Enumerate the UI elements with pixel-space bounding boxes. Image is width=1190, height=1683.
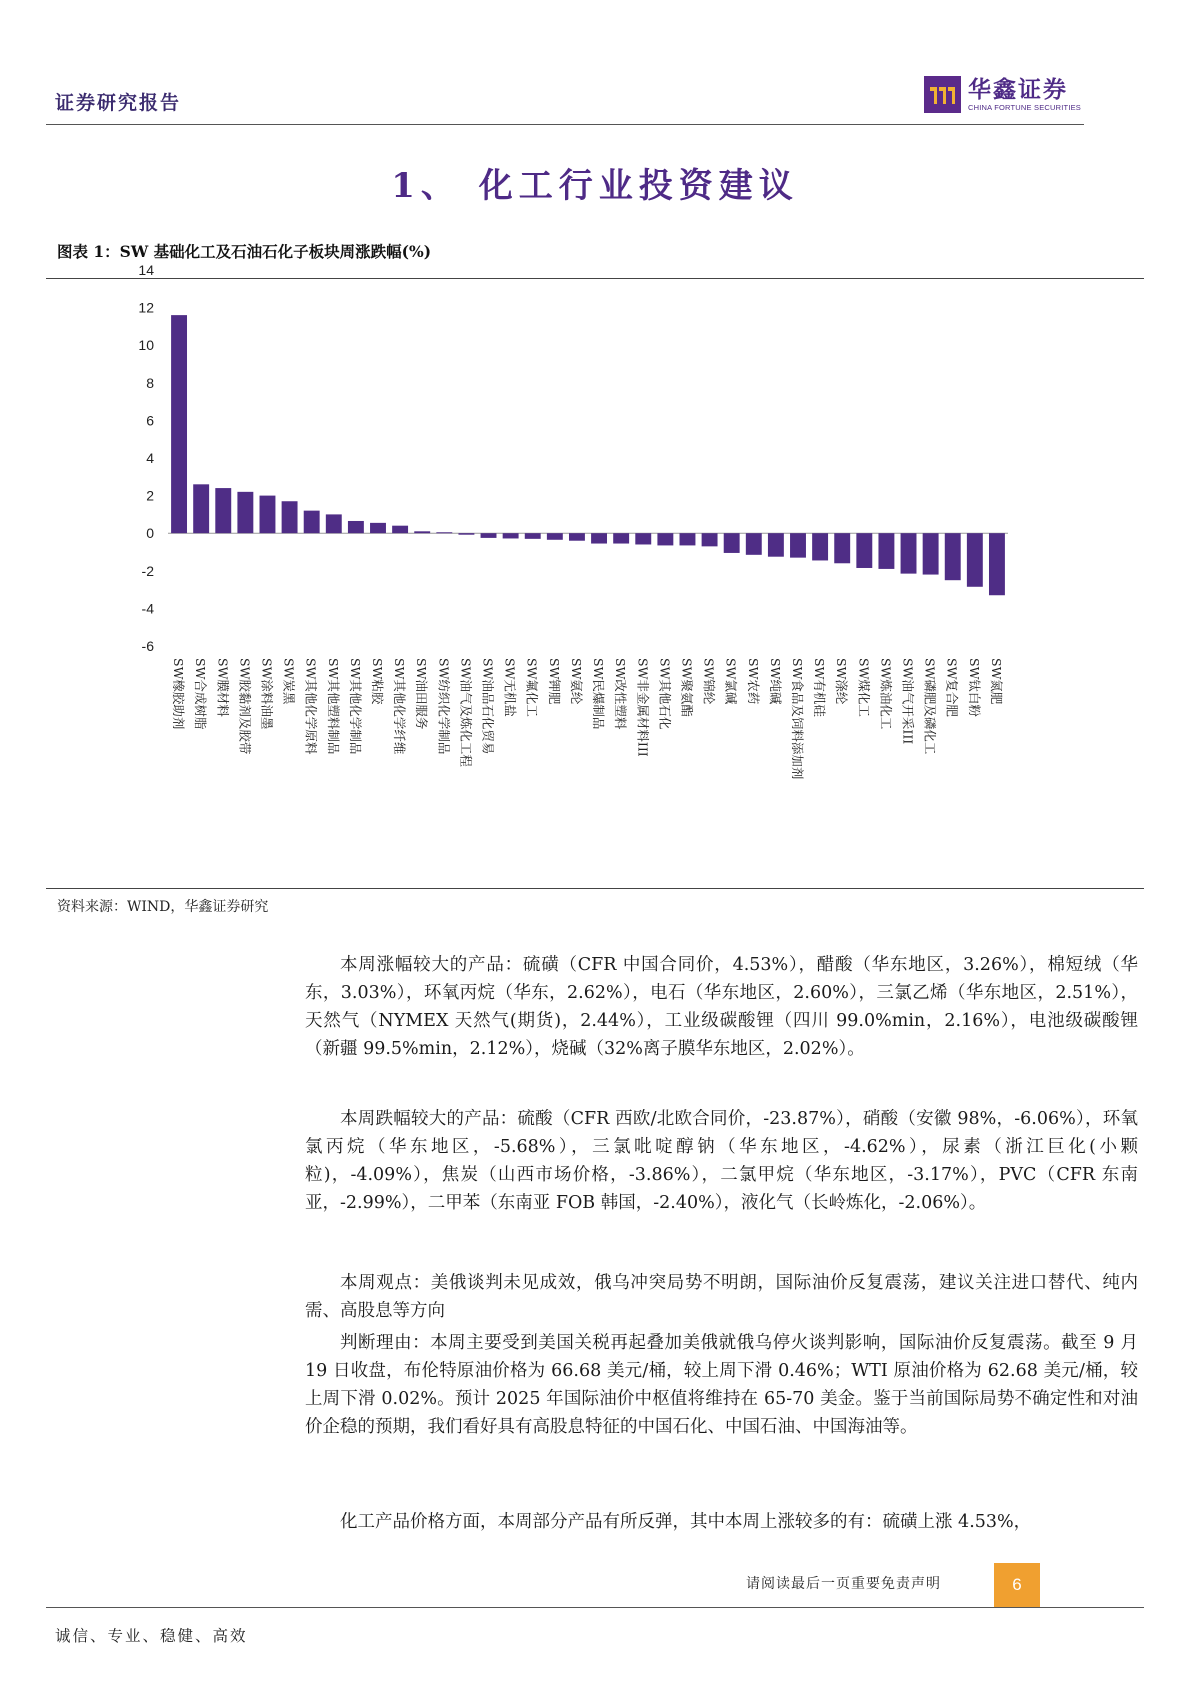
bar bbox=[237, 492, 253, 533]
bar bbox=[569, 533, 585, 541]
bar bbox=[193, 484, 209, 533]
x-category-label: SW油田服务 bbox=[414, 658, 430, 730]
bar bbox=[680, 533, 696, 545]
page-number: 6 bbox=[994, 1563, 1040, 1607]
bar bbox=[790, 533, 806, 557]
bar bbox=[304, 511, 320, 534]
bar bbox=[370, 523, 386, 533]
y-tick-label: -2 bbox=[141, 562, 154, 579]
x-category-label: SW氨纶 bbox=[568, 658, 584, 705]
x-category-label: SW有机硅 bbox=[812, 658, 828, 717]
bar bbox=[171, 315, 187, 533]
header-divider bbox=[46, 124, 1084, 125]
x-category-label: SW涤纶 bbox=[834, 658, 850, 705]
logo-mark-icon bbox=[924, 76, 961, 113]
figure-title: 图表 1：SW 基础化工及石油石化子板块周涨跌幅(%) bbox=[57, 242, 432, 261]
bar bbox=[702, 533, 718, 546]
disclaimer-note: 请阅读最后一页重要免责声明 bbox=[746, 1576, 941, 1592]
bar-chart bbox=[46, 262, 1144, 888]
x-category-label: SW其他化学原料 bbox=[303, 658, 319, 755]
x-category-label: SW农药 bbox=[745, 658, 761, 705]
x-category-label: SW纯碱 bbox=[767, 658, 783, 705]
bar bbox=[856, 533, 872, 568]
report-type-label: 证券研究报告 bbox=[55, 92, 182, 114]
bar bbox=[326, 514, 342, 533]
x-category-label: SW氯碱 bbox=[723, 658, 739, 705]
y-tick-label: 8 bbox=[146, 374, 154, 391]
bar bbox=[724, 533, 740, 553]
x-category-label: SW复合肥 bbox=[944, 658, 960, 717]
bar bbox=[282, 501, 298, 533]
logo-name: 华鑫证券 bbox=[968, 76, 1068, 103]
bar bbox=[458, 533, 474, 535]
y-tick-label: 14 bbox=[138, 262, 154, 278]
x-category-label: SW胶黏剂及胶带 bbox=[237, 658, 253, 755]
x-category-label: SW油气开采III bbox=[900, 658, 916, 745]
x-category-label: SW纺织化学制品 bbox=[436, 658, 452, 755]
bar bbox=[901, 533, 917, 573]
y-tick-label: -6 bbox=[141, 638, 154, 654]
bar bbox=[657, 533, 673, 545]
x-category-label: SW食品及饲料添加剂 bbox=[790, 658, 805, 780]
bar bbox=[746, 533, 762, 555]
bar bbox=[525, 533, 541, 539]
bar bbox=[215, 488, 231, 533]
x-category-label: SW其他化学制品 bbox=[347, 658, 363, 755]
bar bbox=[591, 533, 607, 543]
bar bbox=[613, 533, 629, 543]
x-category-label: SW聚氨酯 bbox=[679, 658, 695, 717]
x-category-label: SW膜材料 bbox=[215, 658, 231, 717]
bar bbox=[260, 496, 276, 534]
y-tick-label: 0 bbox=[146, 525, 154, 542]
x-category-label: SW民爆制品 bbox=[591, 658, 607, 730]
bar bbox=[635, 533, 651, 544]
x-category-label: SW油气及炼化工程 bbox=[458, 658, 474, 767]
paragraph-viewpoint: 本周观点：美俄谈判未见成效，俄乌冲突局势不明朗，国际油价反复震荡，建议关注进口替代、纯内需、高股息等方向 bbox=[305, 1273, 1138, 1321]
x-category-label: SW涂料油墨 bbox=[259, 658, 275, 730]
paragraph-gainers: 本周涨幅较大的产品：硫磺（CFR 中国合同价，4.53%），醋酸（华东地区，3.26%），棉短绒（华东，3.03%），环氧丙烷（华东，2.62%），电石（华东地区，2.60%），三氯乙烯（华东地区，2.51%），天然气（NYMEX 天然气(期货)，2.44%），工业级碳酸锂（四川 99.0%min，2.16%），电池级碳酸锂（新疆 99.5%min，2.12%），烧碱（32%离子膜华东地区，2.02%）。 bbox=[305, 955, 1138, 1059]
bar bbox=[348, 521, 364, 533]
x-category-label: SW改性塑料 bbox=[613, 658, 629, 730]
section-title: 1、 化工行业投资建议 bbox=[391, 166, 799, 206]
x-category-label: SW粘胶 bbox=[370, 658, 385, 705]
paragraph-losers: 本周跌幅较大的产品：硫酸（CFR 西欧/北欧合同价，-23.87%），硝酸（安徽 98%，-6.06%），环氧氯丙烷（华东地区，-5.68%），三氯吡啶醇钠（华东地区，-4.62%），尿素（浙江巨化(小颗粒)，-4.09%），焦炭（山西市场价格，-3.86%），二氯甲烷（华东地区，-3.17%），PVC（CFR 东南亚，-2.99%），二甲苯（东南亚 FOB 韩国，-2.40%），液化气（长岭炼化，-2.06%）。 bbox=[305, 1109, 1138, 1213]
bar bbox=[989, 533, 1005, 595]
x-category-label: SW油品石化贸易 bbox=[480, 658, 496, 755]
bar bbox=[812, 533, 828, 560]
x-category-label: SW炼油化工 bbox=[878, 658, 894, 730]
figure-bottom-divider bbox=[46, 888, 1144, 889]
y-tick-label: 2 bbox=[146, 487, 154, 504]
y-tick-label: -4 bbox=[141, 600, 154, 617]
bar bbox=[923, 533, 939, 574]
bar bbox=[414, 531, 430, 533]
bar bbox=[967, 533, 983, 587]
x-category-label: SW非金属材料III bbox=[635, 658, 651, 757]
x-category-label: SW合成树脂 bbox=[193, 658, 209, 730]
paragraph-prices: 化工产品价格方面，本周部分产品有所反弹，其中本周上涨较多的有：硫磺上涨 4.53%， bbox=[340, 1512, 1032, 1532]
bar bbox=[392, 526, 408, 534]
company-logo bbox=[924, 76, 1081, 113]
bar bbox=[945, 533, 961, 580]
bar bbox=[503, 533, 519, 538]
x-category-label: SW其他塑料制品 bbox=[325, 658, 341, 755]
x-category-label: SW氮肥 bbox=[988, 658, 1004, 705]
x-category-label: SW无机盐 bbox=[502, 658, 518, 717]
x-category-label: SW磷肥及磷化工 bbox=[922, 658, 938, 755]
x-category-label: SW钾肥 bbox=[546, 658, 562, 705]
bar bbox=[834, 533, 850, 563]
x-category-label: SW锦纶 bbox=[701, 658, 717, 705]
bar bbox=[436, 532, 452, 533]
x-category-label: SW煤化工 bbox=[856, 658, 872, 717]
y-tick-label: 12 bbox=[138, 299, 154, 316]
x-category-label: SW氟化工 bbox=[524, 658, 540, 717]
bar bbox=[481, 533, 497, 538]
figure-source: 资料来源：WIND，华鑫证券研究 bbox=[57, 899, 269, 915]
footer-divider bbox=[46, 1607, 1144, 1608]
bar bbox=[878, 533, 894, 569]
y-tick-label: 6 bbox=[146, 412, 154, 429]
x-category-label: SW钛白粉 bbox=[966, 658, 982, 717]
x-category-label: SW炭黑 bbox=[281, 658, 297, 705]
x-category-label: SW其他化学纤维 bbox=[392, 658, 408, 755]
paragraph-rationale: 判断理由：本周主要受到美国关税再起叠加美俄就俄乌停火谈判影响，国际油价反复震荡。截至 9 月 19 日收盘，布伦特原油价格为 66.68 美元/桶，较上周下滑 0.46%；WTI 原油价格为 62.68 美元/桶，较上周下滑 0.02%。预计 2025 年国际油价中枢值将维持在 65-70 美金。鉴于当前国际局势不确定性和对油价企稳的预期，我们看好具有高股息特征的中国石化、中国石油、中国海油等。 bbox=[305, 1333, 1138, 1437]
y-tick-label: 10 bbox=[138, 337, 154, 354]
bar bbox=[768, 533, 784, 557]
bar bbox=[547, 533, 563, 540]
y-tick-label: 4 bbox=[146, 450, 154, 466]
logo-english: CHINA FORTUNE SECURITIES bbox=[968, 102, 1082, 112]
x-category-label: SW其他石化 bbox=[657, 658, 673, 730]
footer-motto: 诚信、专业、稳健、高效 bbox=[55, 1627, 248, 1645]
bar-chart-svg bbox=[46, 262, 1144, 888]
x-category-label: SW橡胶助剂 bbox=[171, 658, 187, 730]
